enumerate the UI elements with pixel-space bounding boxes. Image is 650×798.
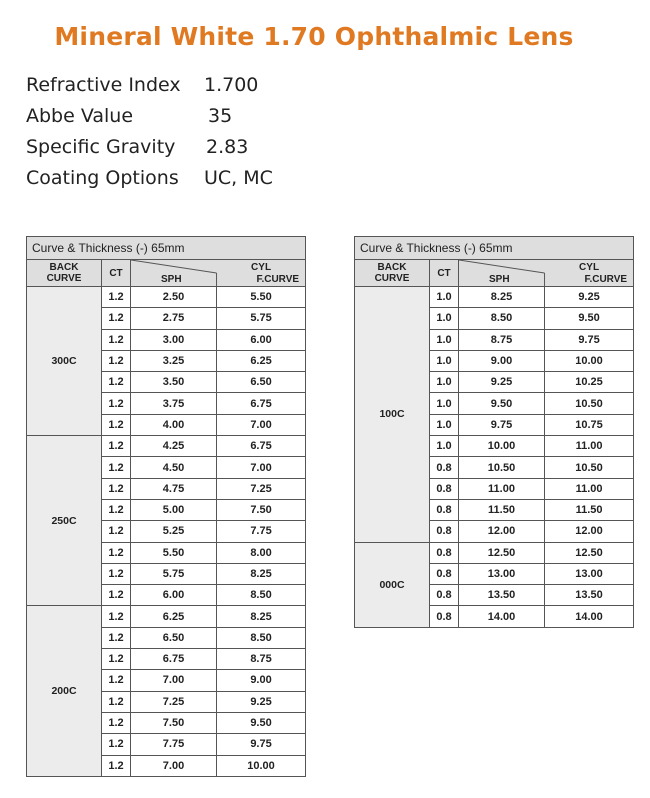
f-curve-cell: 5.50 [217,287,306,308]
spec-table-left [26,236,306,777]
header-sph: SPH [161,274,182,285]
property-value: 35 [208,105,233,127]
f-curve-cell: 13.00 [545,563,634,584]
sph-cell: 6.00 [131,585,217,606]
table-caption-row [355,237,634,260]
sph-cell: 7.50 [131,712,217,733]
sph-cell: 7.00 [131,670,217,691]
ct-cell: 0.8 [430,478,459,499]
f-curve-cell: 10.00 [217,755,306,776]
sph-cell: 5.50 [131,542,217,563]
f-curve-cell: 9.50 [217,712,306,733]
ct-cell: 1.2 [102,691,131,712]
property-label: Refractive Index [26,74,181,96]
ct-cell: 0.8 [430,563,459,584]
table-header-row [355,260,634,287]
back-curve-cell: 000C [355,542,430,627]
ct-cell: 1.2 [102,393,131,414]
ct-cell: 1.2 [102,755,131,776]
ct-cell: 0.8 [430,457,459,478]
header-f-curve: F.CURVE [584,274,628,285]
sph-cell: 11.50 [459,499,545,520]
sph-cell: 13.00 [459,563,545,584]
ct-cell: 1.2 [102,436,131,457]
sph-cell: 5.25 [131,521,217,542]
ct-cell: 1.2 [102,563,131,584]
sph-cell: 2.50 [131,287,217,308]
sph-cell: 10.50 [459,457,545,478]
ct-cell: 0.8 [430,606,459,627]
table-caption: Curve & Thickness (-) 65mm [27,237,306,260]
property-label: Abbe Value [26,105,134,127]
back-curve-cell: 200C [27,606,102,776]
back-curve-cell: 300C [27,287,102,436]
f-curve-cell: 7.25 [217,478,306,499]
f-curve-cell: 8.50 [217,585,306,606]
sph-cell: 4.25 [131,436,217,457]
f-curve-cell: 10.75 [545,414,634,435]
sph-cell: 8.50 [459,308,545,329]
property-specific-gravity [26,132,346,163]
sph-cell: 8.75 [459,329,545,350]
header-cyl: CYL [579,262,600,273]
sph-cell: 7.00 [131,755,217,776]
f-curve-cell: 6.75 [217,436,306,457]
f-curve-cell: 9.00 [217,670,306,691]
sph-cell: 13.50 [459,585,545,606]
sph-cell: 4.50 [131,457,217,478]
f-curve-cell: 6.75 [217,393,306,414]
f-curve-cell: 9.25 [545,287,634,308]
property-refractive-index [26,70,346,101]
f-curve-cell: 9.50 [545,308,634,329]
ct-cell: 1.2 [102,734,131,755]
ct-cell: 0.8 [430,499,459,520]
ct-cell: 1.0 [430,308,459,329]
sph-cell: 12.50 [459,542,545,563]
ct-cell: 1.2 [102,606,131,627]
f-curve-cell: 6.25 [217,350,306,371]
ct-cell: 1.2 [102,457,131,478]
f-curve-cell: 10.00 [545,350,634,371]
back-curve-cell: 100C [355,287,430,543]
ct-cell: 1.0 [430,287,459,308]
f-curve-cell: 11.00 [545,436,634,457]
back-curve-cell: 250C [27,436,102,606]
header-sph-cyl [459,260,634,287]
sph-cell: 4.00 [131,414,217,435]
ct-cell: 1.0 [430,436,459,457]
property-value: 2.83 [206,136,249,158]
table-caption-row [27,237,306,260]
sph-cell: 7.75 [131,734,217,755]
f-curve-cell: 11.50 [545,499,634,520]
ct-cell: 1.2 [102,478,131,499]
property-value: 1.700 [204,74,259,96]
header-back-curve: BACK CURVE [355,260,430,287]
ct-cell: 1.2 [102,712,131,733]
sph-cell: 3.00 [131,329,217,350]
f-curve-cell: 10.50 [545,457,634,478]
f-curve-cell: 8.50 [217,627,306,648]
f-curve-cell: 7.75 [217,521,306,542]
f-curve-cell: 7.00 [217,414,306,435]
sph-cell: 12.00 [459,521,545,542]
property-list [26,70,346,194]
ct-cell: 1.2 [102,329,131,350]
header-ct: CT [430,260,459,287]
ct-cell: 1.2 [102,585,131,606]
ct-cell: 0.8 [430,585,459,606]
header-cyl: CYL [251,262,272,273]
f-curve-cell: 7.00 [217,457,306,478]
f-curve-cell: 5.75 [217,308,306,329]
ct-cell: 1.0 [430,414,459,435]
table-header-row [27,260,306,287]
f-curve-cell: 6.00 [217,329,306,350]
f-curve-cell: 8.75 [217,649,306,670]
sph-cell: 6.75 [131,649,217,670]
ct-cell: 0.8 [430,521,459,542]
f-curve-cell: 7.50 [217,499,306,520]
ct-cell: 1.2 [102,670,131,691]
f-curve-cell: 10.25 [545,372,634,393]
f-curve-cell: 12.00 [545,521,634,542]
sph-cell: 5.00 [131,499,217,520]
header-sph-cyl [131,260,306,287]
ct-cell: 1.2 [102,649,131,670]
property-abbe-value [26,101,346,132]
f-curve-cell: 9.75 [545,329,634,350]
table-row [355,287,634,308]
f-curve-cell: 8.00 [217,542,306,563]
ct-cell: 1.0 [430,372,459,393]
header-sph: SPH [489,274,510,285]
sph-cell: 3.50 [131,372,217,393]
ct-cell: 1.2 [102,372,131,393]
sph-cell: 9.25 [459,372,545,393]
table-row [27,287,306,308]
sph-cell: 3.75 [131,393,217,414]
property-value: UC, MC [204,167,273,189]
ct-cell: 1.2 [102,287,131,308]
f-curve-cell: 9.25 [217,691,306,712]
ct-cell: 1.0 [430,329,459,350]
ct-cell: 1.2 [102,521,131,542]
sph-cell: 9.00 [459,350,545,371]
f-curve-cell: 8.25 [217,563,306,584]
f-curve-cell: 10.50 [545,393,634,414]
ct-cell: 1.2 [102,499,131,520]
f-curve-cell: 11.00 [545,478,634,499]
sph-cell: 14.00 [459,606,545,627]
ct-cell: 1.2 [102,350,131,371]
ct-cell: 1.2 [102,542,131,563]
f-curve-cell: 13.50 [545,585,634,606]
table-row [27,606,306,627]
sph-cell: 8.25 [459,287,545,308]
ct-cell: 1.2 [102,627,131,648]
spec-table-right [354,236,634,628]
ct-cell: 1.0 [430,350,459,371]
sph-cell: 5.75 [131,563,217,584]
sph-cell: 6.25 [131,606,217,627]
sph-cell: 2.75 [131,308,217,329]
f-curve-cell: 8.25 [217,606,306,627]
header-ct: CT [102,260,131,287]
f-curve-cell: 12.50 [545,542,634,563]
property-coating-options [26,163,346,194]
ct-cell: 0.8 [430,542,459,563]
table-row [27,436,306,457]
header-back-curve: BACK CURVE [27,260,102,287]
sph-cell: 7.25 [131,691,217,712]
ct-cell: 1.2 [102,414,131,435]
property-label: Coating Options [26,167,179,189]
ct-cell: 1.2 [102,308,131,329]
f-curve-cell: 9.75 [217,734,306,755]
page-title: Mineral White 1.70 Ophthalmic Lens [54,22,574,51]
table-caption: Curve & Thickness (-) 65mm [355,237,634,260]
header-f-curve: F.CURVE [256,274,300,285]
sph-cell: 4.75 [131,478,217,499]
sph-cell: 9.50 [459,393,545,414]
property-label: Specific Gravity [26,136,176,158]
f-curve-cell: 6.50 [217,372,306,393]
sph-cell: 9.75 [459,414,545,435]
ct-cell: 1.0 [430,393,459,414]
sph-cell: 11.00 [459,478,545,499]
table-row [355,542,634,563]
sph-cell: 3.25 [131,350,217,371]
f-curve-cell: 14.00 [545,606,634,627]
sph-cell: 10.00 [459,436,545,457]
sph-cell: 6.50 [131,627,217,648]
